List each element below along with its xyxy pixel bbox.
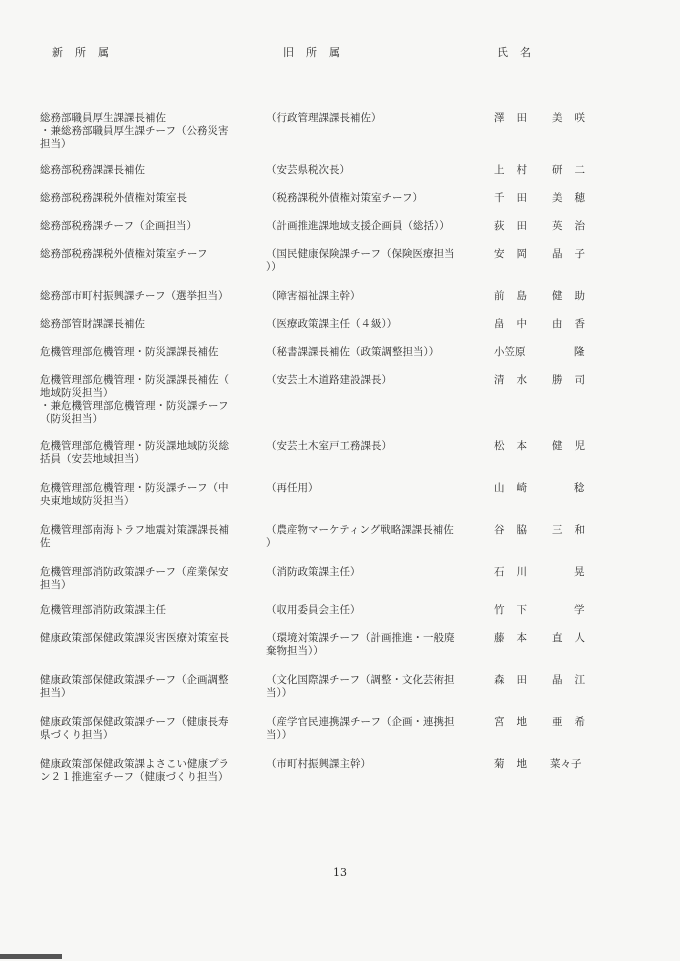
new-affiliation: 健康政策部保健政策課チーフ（企画調整 担当）	[40, 674, 229, 699]
header-name: 氏名	[497, 46, 543, 59]
surname: 小笠原	[494, 346, 526, 358]
old-affiliation: （市町村振興課主幹）	[266, 758, 371, 770]
old-affiliation: （国民健康保険課チーフ（保険医療担当 ））	[266, 248, 455, 273]
given-name: 健助	[552, 290, 597, 302]
given-name: 晃	[574, 566, 585, 578]
old-affiliation: （秘書課課長補佐（政策調整担当））	[266, 346, 440, 358]
new-affiliation: 危機管理部消防政策課主任	[40, 604, 166, 616]
new-affiliation: 危機管理部消防政策課チーフ（産業保安 担当）	[40, 566, 229, 591]
given-name: 三和	[552, 524, 597, 536]
new-affiliation: 危機管理部危機管理・防災課地域防災総 括員（安芸地域担当）	[40, 440, 229, 465]
new-affiliation: 総務部税務課課長補佐	[40, 164, 145, 176]
column-header	[0, 44, 680, 60]
given-name: 由香	[552, 318, 597, 330]
surname: 松本	[494, 440, 539, 452]
surname: 荻田	[494, 220, 539, 232]
old-affiliation: （環境対策課チーフ（計画推進・一般廃 棄物担当））	[266, 632, 455, 657]
surname: 安岡	[494, 248, 539, 260]
surname: 竹下	[494, 604, 539, 616]
surname: 畠中	[494, 318, 539, 330]
given-name: 美咲	[552, 112, 597, 124]
new-affiliation: 危機管理部南海トラフ地震対策課課長補 佐	[40, 524, 229, 549]
new-affiliation: 健康政策部保健政策課災害医療対策室長	[40, 632, 229, 644]
surname: 宮地	[494, 716, 539, 728]
surname: 菊地	[494, 758, 539, 770]
new-affiliation: 健康政策部保健政策課チーフ（健康長寿 県づくり担当）	[40, 716, 229, 741]
old-affiliation: （安芸県税次長）	[266, 164, 350, 176]
page-number: 13	[333, 866, 347, 879]
given-name: 英治	[552, 220, 597, 232]
old-affiliation: （計画推進課地域支援企画員（総括））	[266, 220, 450, 232]
scan-edge-mark	[0, 954, 62, 959]
new-affiliation: 危機管理部危機管理・防災課チーフ（中 央東地域防災担当）	[40, 482, 229, 507]
old-affiliation: （文化国際課チーフ（調整・文化芸術担 当））	[266, 674, 455, 699]
surname: 藤本	[494, 632, 539, 644]
given-name: 研二	[552, 164, 597, 176]
header-old-affiliation: 旧所属	[283, 46, 352, 59]
given-name: 稔	[574, 482, 585, 494]
old-affiliation: （税務課税外債権対策室チーフ）	[266, 192, 423, 204]
given-name: 隆	[574, 346, 585, 358]
new-affiliation: 危機管理部危機管理・防災課課長補佐	[40, 346, 219, 358]
given-name: 菜々子	[550, 758, 582, 770]
new-affiliation: 総務部市町村振興課チーフ（選挙担当）	[40, 290, 229, 302]
old-affiliation: （消防政策課主任）	[266, 566, 361, 578]
surname: 上村	[494, 164, 539, 176]
given-name: 健児	[552, 440, 597, 452]
new-affiliation: 健康政策部保健政策課よさこい健康プラ ン２１推進室チーフ（健康づくり担当）	[40, 758, 229, 783]
given-name: 晶子	[552, 248, 597, 260]
new-affiliation: 危機管理部危機管理・防災課課長補佐（ 地域防災担当） ・兼危機管理部危機管理・防災課チーフ （防災担当）	[40, 374, 229, 425]
given-name: 直人	[552, 632, 597, 644]
surname: 山崎	[494, 482, 539, 494]
surname: 森田	[494, 674, 539, 686]
surname: 澤田	[494, 112, 539, 124]
surname: 清水	[494, 374, 539, 386]
new-affiliation: 総務部税務課チーフ（企画担当）	[40, 220, 197, 232]
old-affiliation: （行政管理課課長補佐）	[266, 112, 382, 124]
new-affiliation: 総務部税務課税外債権対策室チーフ	[40, 248, 208, 260]
header-new-affiliation: 新所属	[52, 46, 121, 59]
new-affiliation: 総務部税務課税外債権対策室長	[40, 192, 187, 204]
old-affiliation: （障害福祉課主幹）	[266, 290, 361, 302]
given-name: 勝司	[552, 374, 597, 386]
given-name: 晶江	[552, 674, 597, 686]
surname: 千田	[494, 192, 539, 204]
surname: 前島	[494, 290, 539, 302]
old-affiliation: （安芸土木道路建設課長）	[266, 374, 392, 386]
new-affiliation: 総務部管財課課長補佐	[40, 318, 145, 330]
old-affiliation: （再任用）	[266, 482, 319, 494]
old-affiliation: （産学官民連携課チーフ（企画・連携担 当））	[266, 716, 455, 741]
old-affiliation: （安芸土木室戸工務課長）	[266, 440, 392, 452]
surname: 谷脇	[494, 524, 539, 536]
surname: 石川	[494, 566, 539, 578]
given-name: 学	[574, 604, 585, 616]
given-name: 亜希	[552, 716, 597, 728]
given-name: 美穂	[552, 192, 597, 204]
old-affiliation: （農産物マーケティング戦略課課長補佐 ）	[266, 524, 454, 549]
old-affiliation: （収用委員会主任）	[266, 604, 361, 616]
old-affiliation: （医療政策課主任（４級））	[266, 318, 398, 330]
new-affiliation: 総務部職員厚生課課長補佐 ・兼総務部職員厚生課チーフ（公務災害 担当）	[40, 112, 229, 150]
